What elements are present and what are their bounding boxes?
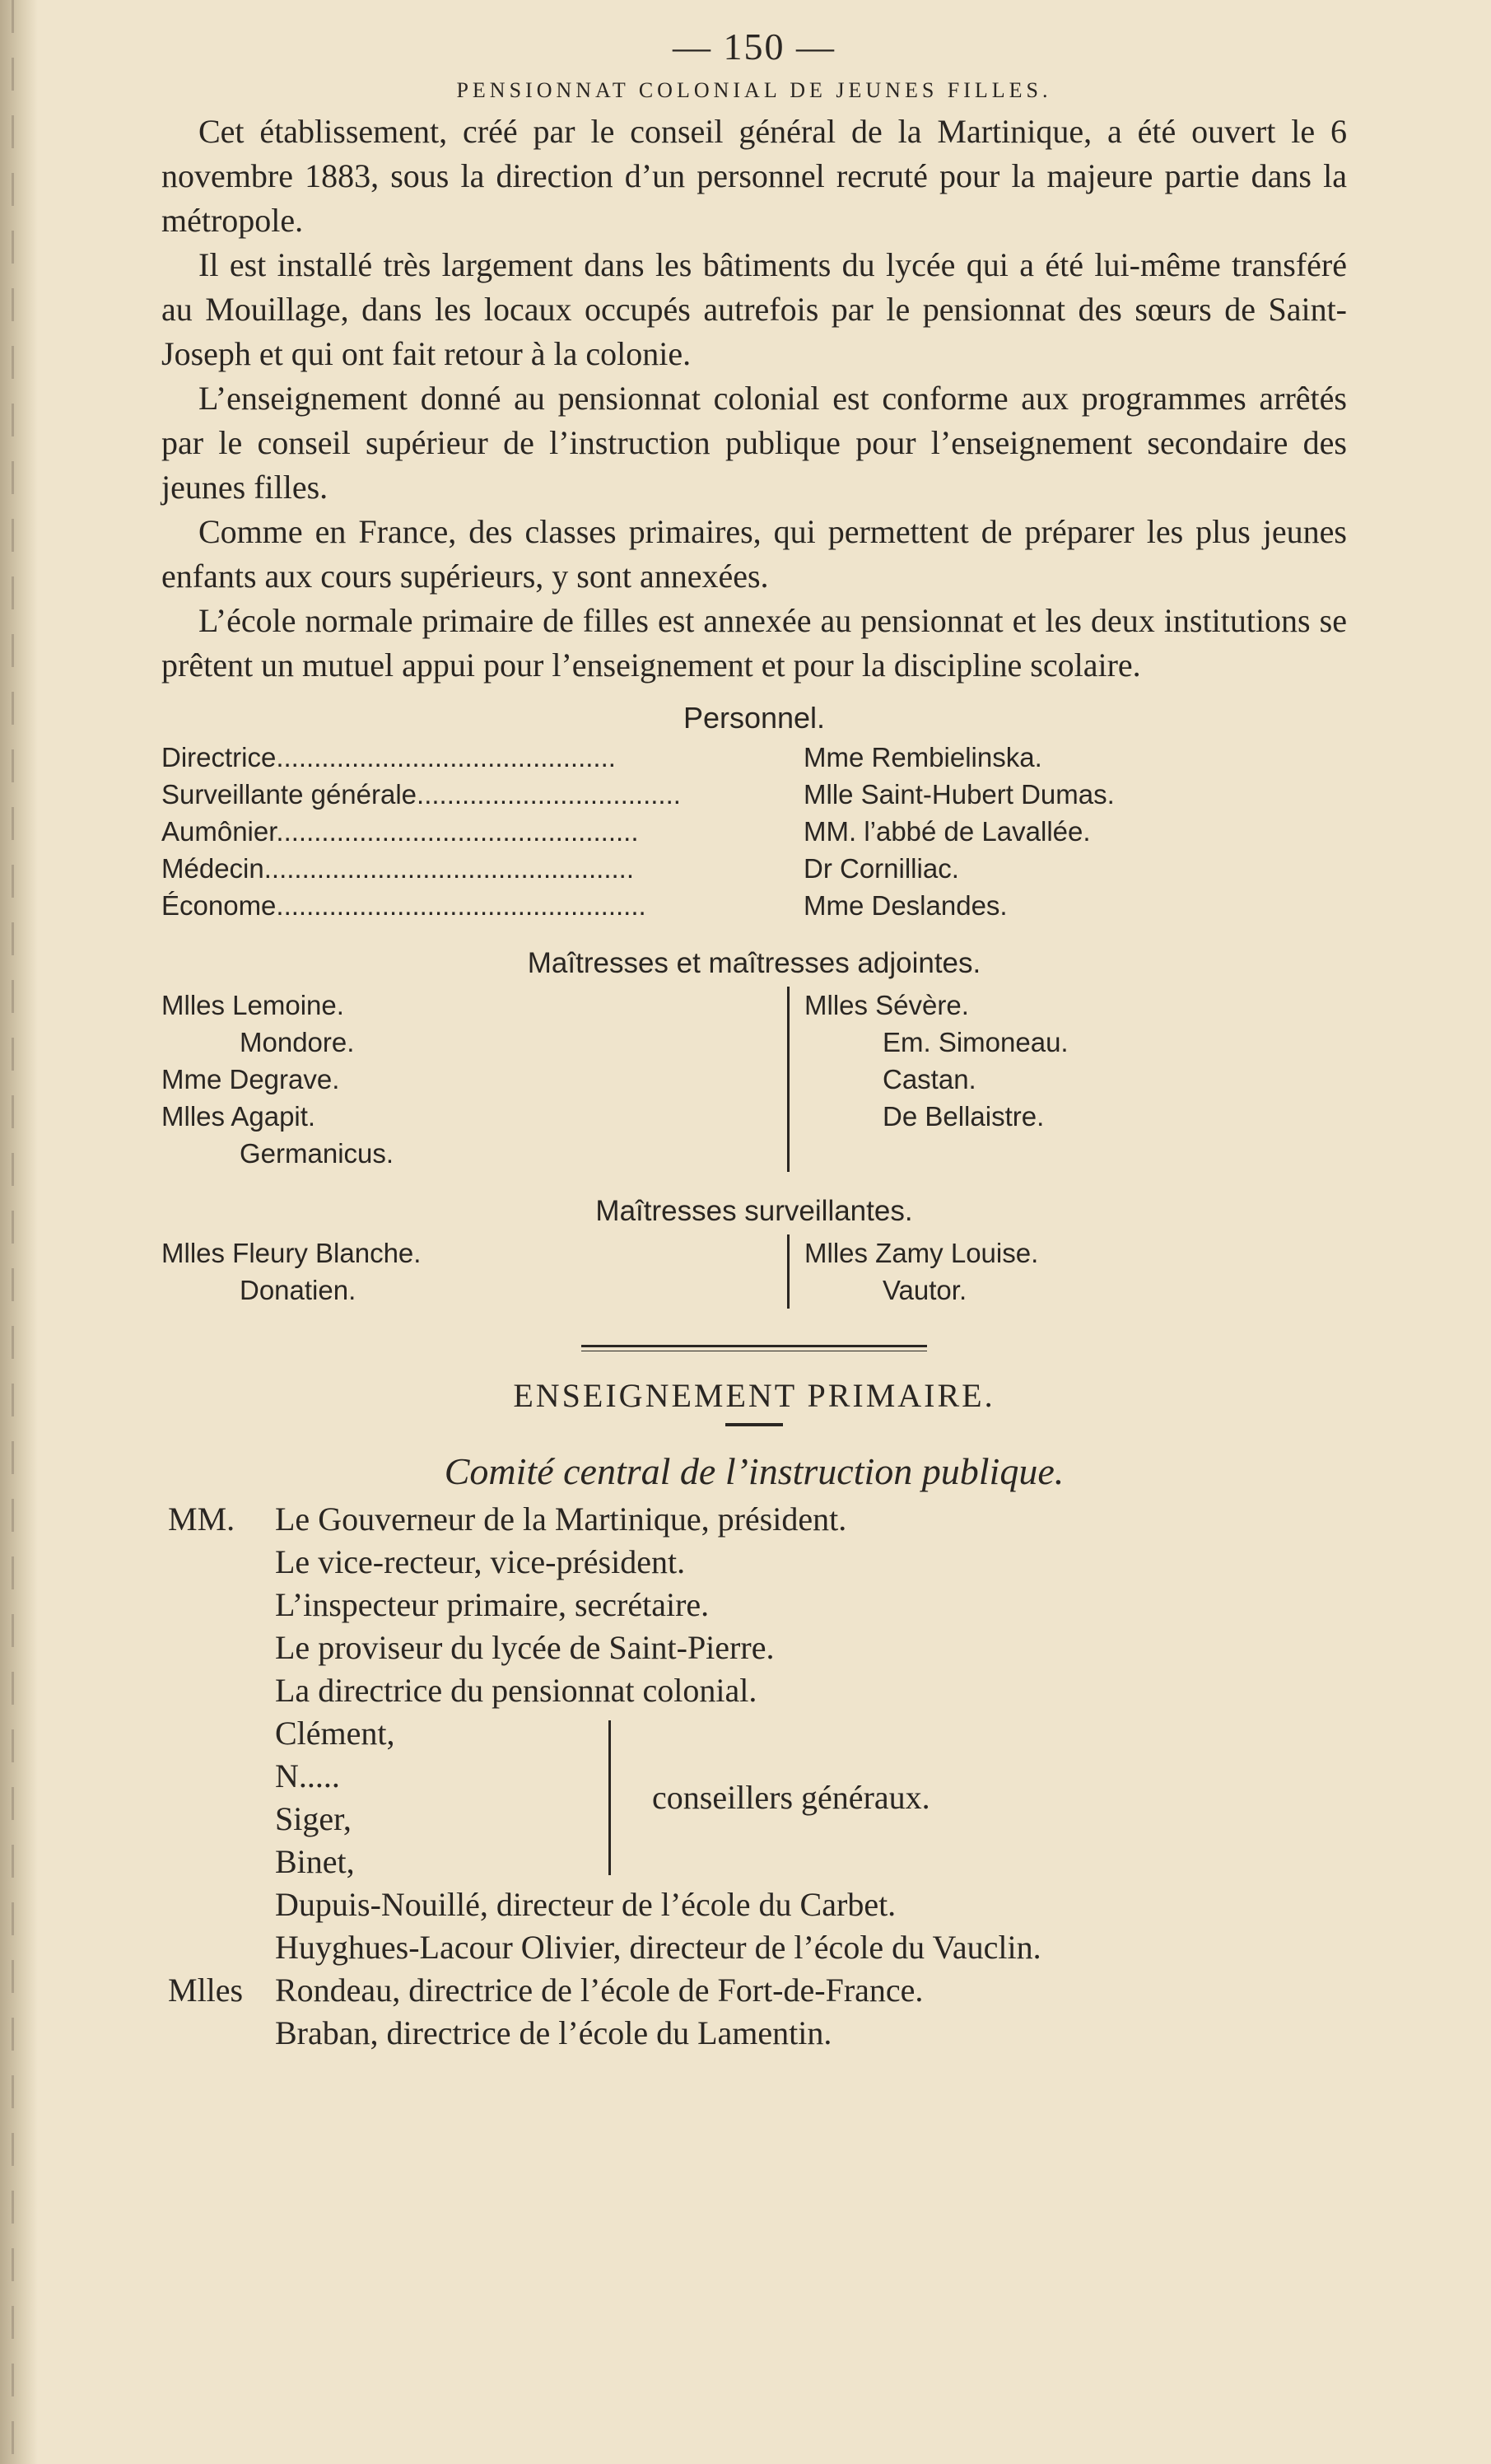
personnel-row [161,813,1347,850]
personnel-heading: Personnel. [683,701,826,735]
committee-row [161,2012,1347,2055]
list-item: De Bellaistre. [883,1101,1045,1132]
paragraph: L’enseignement donné au pensionnat colonial est conforme aux programmes arrêtés par le conseil supérieur de l’instruction publique pour l’enseignement secondaire des jeunes filles. [161,380,1347,506]
personnel-role: Directrice............................................. [161,742,616,772]
book-gutter [0,0,38,2464]
personnel-row [161,850,1347,887]
list-item: Mlles Lemoine. [161,990,344,1020]
committee-member: Rondeau, directrice de l’école de Fort-de-France. [275,1972,924,2009]
maitresses-right-column [787,987,1069,1172]
committee-row [161,1584,1347,1626]
committee-row [161,1541,1347,1584]
personnel-role: Surveillante générale................................... [161,779,681,810]
personnel-name: Mlle Saint-Hubert Dumas. [804,779,1115,810]
personnel-row [161,776,1347,813]
enseignement-heading: ENSEIGNEMENT PRIMAIRE. [513,1377,995,1414]
personnel-name: Mme Deslandes. [804,890,1008,921]
surveillantes-heading: Maîtresses surveillantes. [595,1195,913,1227]
committee-member: Huyghues-Lacour Olivier, directeur de l’école du Vauclin. [275,1929,1041,1966]
list-item: Donatien. [240,1275,356,1305]
paragraph: L’école normale primaire de filles est annexée au pensionnat et les deux institutions se prêtent un mutuel appui pour l’enseignement et pour la discipline scolaire. [161,602,1347,684]
paragraph: Comme en France, des classes primaires, qui permettent de préparer les plus jeunes enfants aux cours supérieurs, y sont annexées. [161,513,1347,595]
section-divider [581,1345,927,1351]
committee-member: N..... [275,1757,340,1794]
personnel-name: Mme Rembielinska. [804,742,1042,772]
committee-member: Siger, [275,1800,352,1837]
committee-row [161,1498,1347,1541]
committee-member: La directrice du pensionnat colonial. [275,1672,757,1709]
paragraph: Il est installé très largement dans les bâtiments du lycée qui a été lui-même transféré au Mouillage, dans les locaux occupés autrefois par le pensionnat des sœurs de Saint-Joseph et qui ont fait retour à la colonie. [161,246,1347,372]
list-item: Mondore. [240,1027,355,1057]
conseillers-label: conseillers généraux. [652,1779,930,1816]
committee-member: L’inspecteur primaire, secrétaire. [275,1586,710,1623]
brace-glyph [608,1720,636,1875]
maitresses-list [161,987,1347,1172]
committee-member: Dupuis-Nouillé, directeur de l’école du Carbet. [275,1886,897,1923]
committee-member: Le Gouverneur de la Martinique, président. [275,1500,847,1538]
committee-title: Comité central de l’instruction publique. [444,1450,1065,1492]
committee-member: Le proviseur du lycée de Saint-Pierre. [275,1629,775,1666]
personnel-name: Dr Cornilliac. [804,853,959,884]
committee-member: Le vice-recteur, vice-président. [275,1543,686,1580]
pensionnat-heading: PENSIONNAT COLONIAL DE JEUNES FILLES. [456,78,1052,102]
list-item: Em. Simoneau. [883,1027,1069,1057]
heading-underline [725,1423,783,1426]
personnel-list [161,739,1347,924]
conseillers-group [161,1712,1347,1883]
page-number: — 150 — [673,26,836,68]
committee-row [161,1969,1347,2012]
paragraph: Cet établissement, créé par le conseil général de la Martinique, a été ouvert le 6 novembre 1883, sous la direction d’un personnel recruté pour la majeure partie dans la métropole. [161,113,1347,239]
conseillers-names [275,1712,608,1883]
book-page [161,25,1347,2055]
title-prefix: Mlles [168,1972,244,2009]
committee-row [161,1669,1347,1712]
surveillantes-left-column [161,1234,787,1309]
committee-row [161,1926,1347,1969]
list-item: Vautor. [883,1275,967,1305]
personnel-role: Médecin................................................. [161,853,634,884]
list-item: Germanicus. [240,1138,394,1169]
list-item: Mlles Sévère. [804,990,969,1020]
list-item: Mlles Agapit. [161,1101,316,1132]
list-item: Mlles Zamy Louise. [804,1238,1039,1268]
list-item: Mme Degrave. [161,1064,340,1094]
personnel-row [161,739,1347,776]
personnel-row [161,887,1347,924]
personnel-role: Aumônier................................................ [161,816,639,847]
committee-row [161,1626,1347,1669]
committee-list [161,1498,1347,2055]
maitresses-heading: Maîtresses et maîtresses adjointes. [527,947,981,979]
personnel-role: Économe................................................. [161,890,646,921]
maitresses-left-column [161,987,787,1172]
title-prefix: MM. [168,1500,235,1538]
committee-member: Clément, [275,1715,395,1752]
committee-row [161,1883,1347,1926]
committee-member: Braban, directrice de l’école du Lamentin. [275,2014,832,2051]
personnel-name: MM. l’abbé de Lavallée. [804,816,1091,847]
list-item: Mlles Fleury Blanche. [161,1238,422,1268]
committee-member: Binet, [275,1843,355,1880]
surveillantes-right-column [787,1234,1038,1309]
surveillantes-list [161,1234,1347,1309]
list-item: Castan. [883,1064,976,1094]
